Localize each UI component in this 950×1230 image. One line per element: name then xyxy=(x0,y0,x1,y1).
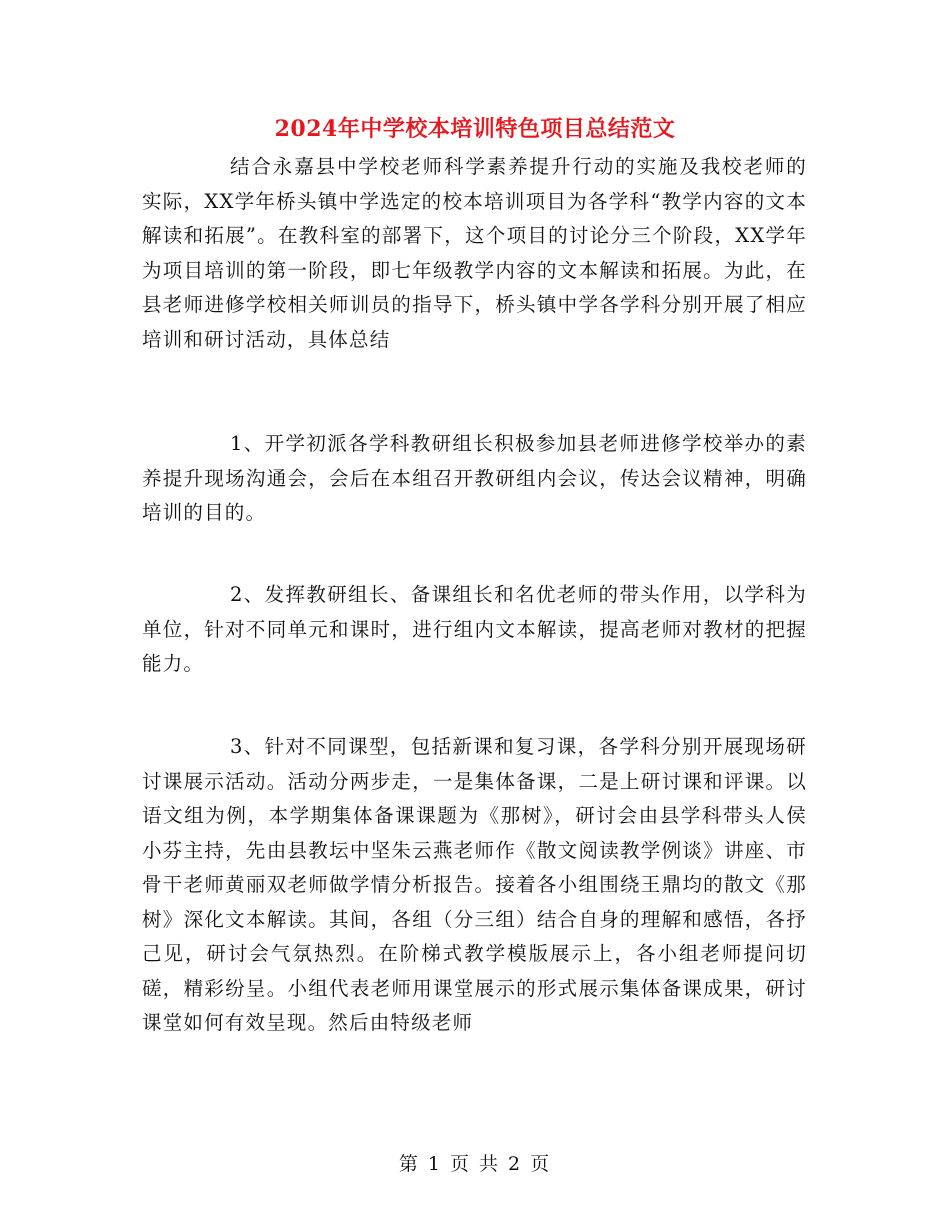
paragraph-item-2: 2、发挥教研组长、备课组长和名优老师的带头作用，以学科为单位，针对不同单元和课时，进行组内文本解读，提高老师对教材的把握能力。 xyxy=(142,583,807,675)
paragraph-item-3: 3、针对不同课型，包括新课和复习课，各学科分别开展现场研讨课展示活动。活动分两步走，一是集体备课，二是上研讨课和评课。以语文组为例，本学期集体备课课题为《那树》，研讨会由县学科带头人侯小芬主持，先由县教坛中坚朱云燕老师作《散文阅读教学例谈》讲座、市骨干老师黄丽双老师做学情分析报告。接着各小组围绕王鼎均的散文《那树》深化文本解读。其间，各组（分三组）结合自身的理解和感悟，各抒己见，研讨会气氛热烈。在阶梯式教学模版展示上，各小组老师提问切磋，精彩纷呈。小组代表老师用课堂展示的形式展示集体备课成果，研讨课堂如何有效呈现。然后由特级老师 xyxy=(142,735,807,1034)
document-title: 2024年中学校本培训特色项目总结范文 xyxy=(274,116,676,142)
paragraph-intro: 结合永嘉县中学校老师科学素养提升行动的实施及我校老师的实际，XX学年桥头镇中学选定的校本培训项目为各学科“教学内容的文本解读和拓展”。在教科室的部署下，这个项目的讨论分三个阶段，XX学年为项目培训的第一阶段，即七年级教学内容的文本解读和拓展。为此，在县老师进修学校相关师训员的指导下，桥头镇中学各学科分别开展了相应培训和研讨活动，具体总结 xyxy=(142,155,807,351)
page-footer: 第 1 页 共 2 页 xyxy=(398,1153,552,1175)
paragraph-item-1: 1、开学初派各学科教研组长积极参加县老师进修学校举办的素养提升现场沟通会，会后在本组召开教研组内会议，传达会议精神，明确培训的目的。 xyxy=(142,432,807,524)
